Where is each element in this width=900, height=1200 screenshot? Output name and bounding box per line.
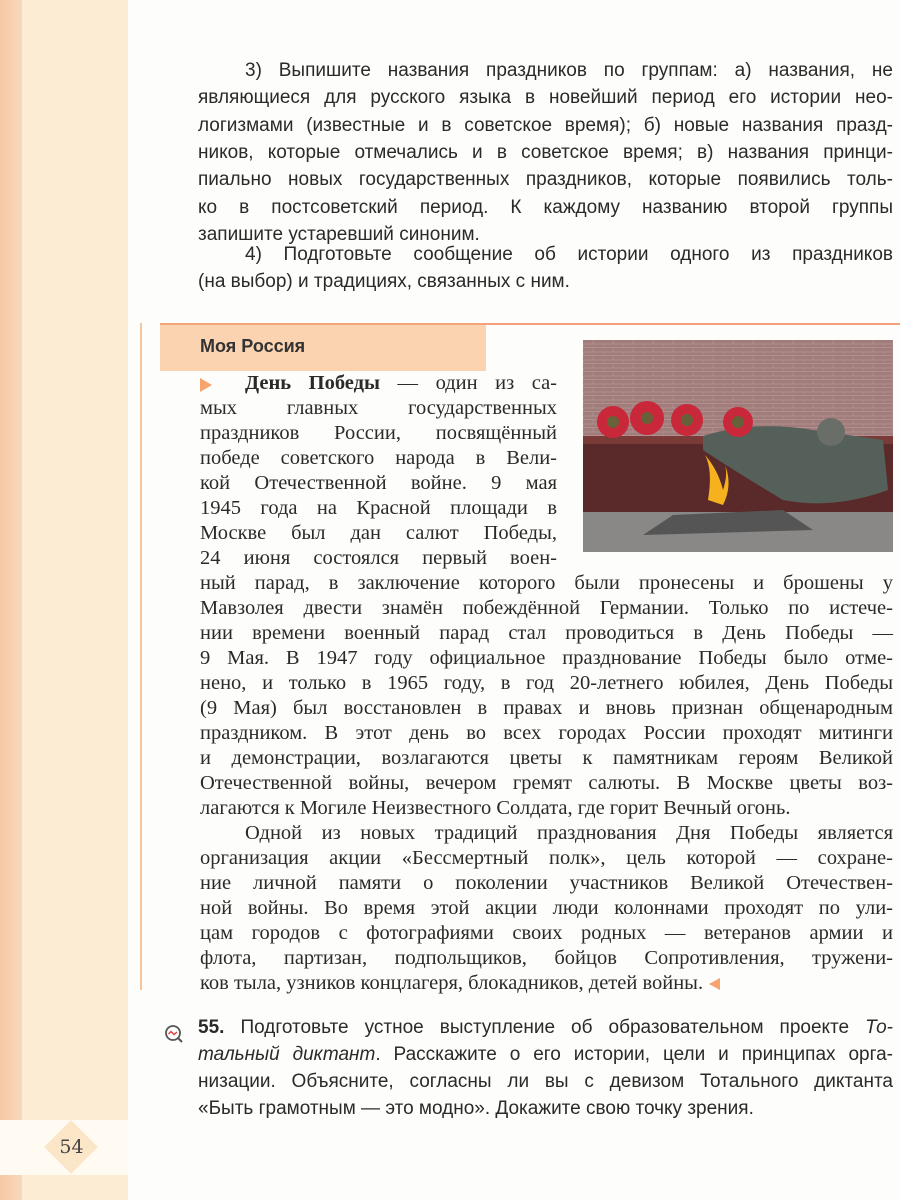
task-55-line: низации. Объясните, согласны ли вы с девизом Тотального диктанта	[198, 1071, 893, 1092]
box-text-line: ной войны. Во время этой акции люди колоннами проходят по ули-	[200, 897, 893, 919]
box-lead-line	[245, 372, 557, 395]
box-left-rule	[140, 323, 142, 990]
photo-tomb-unknown-soldier	[583, 340, 893, 552]
task-55-italic: То-	[865, 1017, 893, 1038]
task-3-line: являющиеся для русского языка в новейший период его истории нео-	[198, 87, 893, 109]
box-text-line: организация акции «Бессмертный полк», цель которой — сохране-	[200, 847, 893, 869]
box-text-line: праздников России, посвящённый	[200, 422, 557, 444]
task-4-line: (на выбор) и традициях, связанных с ним.	[198, 271, 570, 293]
box-text-line: (9 Мая) был восстановлен в правах и вновь признан общенародным	[200, 697, 893, 719]
box-title: Моя Россия	[200, 336, 306, 356]
task-3-line: 3) Выпишите названия праздников по группам: а) названия, не	[245, 60, 893, 81]
task-number: 55.	[198, 1017, 225, 1038]
section-start-marker-icon	[200, 378, 212, 392]
speech-task-icon	[164, 1024, 184, 1044]
box-text-line: нии времени военный парад стал проводиться в День Победы —	[200, 622, 893, 644]
box-text-line: Одной из новых традиций празднования Дня Победы является	[245, 822, 893, 844]
box-text-line: 9 Мая. В 1947 году официальное празднование Победы было отме-	[200, 647, 893, 669]
box-text-line: 24 июня состоялся первый воен-	[200, 547, 557, 569]
box-text-line: ние личной памяти о поколении участников Великой Отечествен-	[200, 872, 893, 894]
page-number: 54	[59, 1136, 84, 1158]
page-margin-edge	[0, 0, 22, 1200]
task-4-line: 4) Подготовьте сообщение об истории одного из праздников	[245, 244, 893, 265]
box-text-line: нено, и только в 1965 году, в год 20-летнего юбилея, День Победы	[200, 672, 893, 694]
page-number-badge	[44, 1120, 99, 1175]
box-text-line: ный парад, в заключение которого были пронесены и брошены у	[200, 572, 893, 594]
task-55-line	[198, 1017, 893, 1039]
box-text-line: Москве был дан салют Победы,	[200, 522, 557, 544]
task-55-text: . Расскажите о его истории, цели и принципах орга-	[375, 1044, 893, 1065]
box-last-text: ков тыла, узников концлагеря, блокадников, детей войны.	[200, 972, 704, 994]
box-text-line	[200, 972, 893, 995]
box-text-line: Мавзолея двести знамён побеждённой Германии. Только по истече-	[200, 597, 893, 619]
lead-text: — один из са-	[380, 372, 557, 394]
task-3-line: запишите устаревший синоним.	[198, 223, 480, 245]
box-text-line: Отечественной войны, вечером гремят салюты. В Москве цветы воз-	[200, 772, 893, 794]
box-text-line: лагаются к Могиле Неизвестного Солдата, где горит Вечный огонь.	[200, 797, 791, 819]
box-text-line: победе советского народа в Вели-	[200, 447, 557, 469]
box-text-line: праздником. В этот день во всех городах России проходят митинги	[200, 722, 893, 744]
box-text-line: и демонстрации, возлагаются цветы к памятникам героям Великой	[200, 747, 893, 769]
box-text-line: флота, партизан, подпольщиков, бойцов Сопротивления, тружени-	[200, 947, 893, 969]
section-end-marker-icon	[709, 978, 720, 990]
box-text-line: кой Отечественной войне. 9 мая	[200, 472, 557, 494]
task-55-text: Подготовьте устное выступление об образовательном проекте	[240, 1017, 866, 1038]
box-text-line: 1945 года на Красной площади в	[200, 497, 557, 519]
task-55-line: «Быть грамотным — это модно». Докажите свою точку зрения.	[198, 1098, 754, 1119]
box-text-line: мых главных государственных	[200, 397, 557, 419]
holiday-name: День Победы	[245, 372, 381, 394]
task-3-line: ко в постсоветский период. К каждому названию второй группы	[198, 196, 893, 218]
box-header	[160, 325, 486, 371]
project-name: тальный диктант	[198, 1044, 376, 1065]
task-3-line: пиально новых государственных праздников, которые появились толь-	[198, 169, 893, 191]
task-55-line	[198, 1044, 893, 1066]
task-3-line: логизмами (известные и в советское время); б) новые названия празд-	[198, 114, 893, 136]
task-3-line: ников, которые отмечались и в советское время; в) названия принци-	[198, 141, 893, 163]
box-text-line: цам городов с фотографиями своих родных — ветеранов армии и	[200, 922, 893, 944]
